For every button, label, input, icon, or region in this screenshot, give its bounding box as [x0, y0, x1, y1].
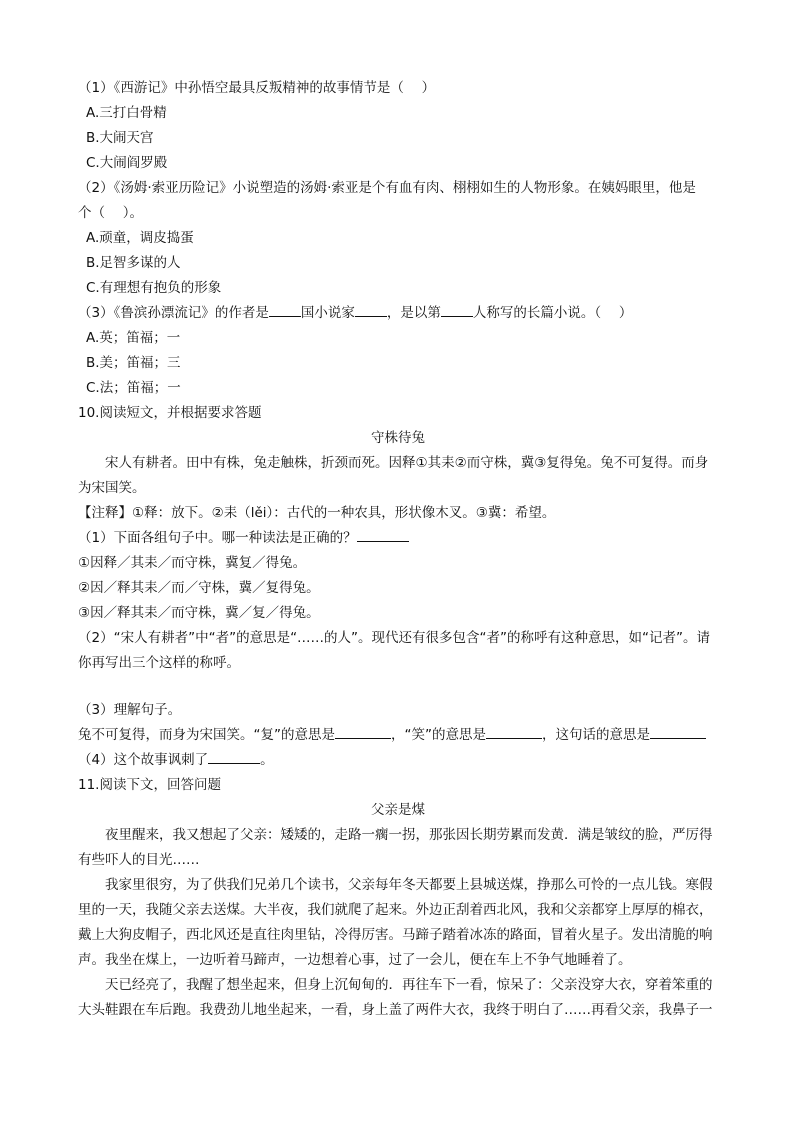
- q10-s3-part-b: ，“笑”的意思是: [391, 727, 486, 743]
- q10-s1-option-3: ③因／释其耒／而守株，冀／复／得兔。: [78, 605, 320, 621]
- q10-s1-option-1: ①因释／其耒／而守株，冀复／得兔。: [78, 555, 307, 571]
- q10-heading: 10.阅读短文，并根据要求答题: [78, 405, 262, 421]
- q9-2-option-c: C.有理想有抱负的形象: [86, 280, 222, 296]
- q9-2-option-a: A.顽童，调皮捣蛋: [86, 230, 194, 246]
- answer-blank[interactable]: [355, 302, 387, 317]
- q10-s3-stem: （3）理解句子。: [78, 702, 182, 718]
- q9-2-stem-line2: 个（ ）。: [78, 205, 144, 221]
- q9-1-option-b: B.大闹天宫: [86, 130, 154, 146]
- answer-blank[interactable]: [208, 749, 260, 764]
- q10-note: 【注释】①释：放下。②耒（lěi）：古代的一种农具，形状像木叉。③冀：希望。: [78, 505, 556, 521]
- q10-s4-part-b: 。: [260, 752, 274, 768]
- q9-3-stem: [78, 301, 718, 326]
- q10-s4-line: [78, 748, 718, 773]
- q11-heading: 11.阅读下文，回答问题: [78, 777, 221, 793]
- answer-blank[interactable]: [357, 527, 409, 542]
- q11-title: 父亲是煤: [371, 802, 425, 818]
- q10-s4-part-a: （4）这个故事讽刺了: [78, 752, 209, 768]
- q10-s2: （2）“宋人有耕者”中“者”的意思是“……的人”。现代还有很多包含“者”的称呼有这种意思，如“记者”。请你再写出三个这样的称呼。: [78, 630, 711, 671]
- q11-paragraph-3: 天已经亮了，我醒了想坐起来，但身上沉甸甸的．再往车下一看，惊呆了：父亲没穿大衣，穿着笨重的大头鞋跟在车后跑。我费劲儿地坐起来，一看，身上盖了两件大衣，我终于明白了……再看父亲，我鼻子一: [78, 977, 713, 1018]
- q9-3-stem-part4: 人称写的长篇小说。（ ）: [472, 305, 633, 321]
- q9-3-stem-part1: （3）《鲁滨孙漂流记》的作者是: [78, 305, 269, 321]
- answer-blank[interactable]: [441, 302, 473, 317]
- q9-1-option-c: C.大闹阎罗殿: [86, 155, 168, 171]
- answer-blank[interactable]: [650, 724, 706, 739]
- q10-s3-part-a: 兔不可复得，而身为宋国笑。“复”的意思是: [78, 727, 335, 743]
- q10-s1-stem: （1）下面各组句子中。哪一种读法是正确的？: [78, 530, 357, 546]
- q9-3-stem-part2: 国小说家: [300, 305, 355, 321]
- answer-blank[interactable]: [335, 724, 391, 739]
- q9-3-stem-part3: ，是以第: [386, 305, 441, 321]
- q11-paragraph-2: 我家里很穷，为了供我们兄弟几个读书，父亲每年冬天都要上县城送煤，挣那么可怜的一点儿钱。寒假里的一天，我随父亲去送煤。大半夜，我们就爬了起来。外边正刮着西北风，我和父亲都穿上厚厚的棉衣，戴上大狗皮帽子，西北风还是直往肉里钻，冷得厉害。马蹄子踏着冰冻的路面，冒着火星子。发出清脆的响声。我坐在煤上，一边听着马蹄声，一边想着心事，过了一会儿，便在车上不争气地睡着了。: [78, 877, 713, 968]
- answer-blank[interactable]: [269, 302, 301, 317]
- q9-3-option-b: B.美；笛福；三: [86, 355, 181, 371]
- q10-passage: 宋人有耕者。田中有株，兔走触株，折颈而死。因释①其耒②而守株，冀③复得兔。兔不可复得。而身为宋国笑。: [78, 455, 709, 496]
- q10-s1-stem-line: [78, 526, 718, 551]
- q10-s3-line: [78, 723, 718, 748]
- q9-2-stem-line1: （2）《汤姆·索亚历险记》小说塑造的汤姆·索亚是个有血有肉、栩栩如生的人物形象。在姨妈眼里，他是: [78, 180, 696, 196]
- q9-3-option-a: A.英；笛福；一: [86, 330, 181, 346]
- q9-1-stem: （1）《西游记》中孙悟空最具反叛精神的故事情节是（ ）: [78, 80, 436, 96]
- q9-1-option-a: A.三打白骨精: [86, 105, 167, 121]
- q10-s3-part-c: ，这句话的意思是: [542, 727, 650, 743]
- q9-2-option-b: B.足智多谋的人: [86, 255, 181, 271]
- q10-title: 守株待兔: [371, 430, 425, 446]
- q9-3-option-c: C.法；笛福；一: [86, 380, 181, 396]
- answer-blank[interactable]: [486, 724, 542, 739]
- page-content: [78, 76, 718, 1023]
- q10-s1-option-2: ②因／释其耒／而／守株，冀／复得兔。: [78, 580, 320, 596]
- answer-space[interactable]: [78, 676, 718, 698]
- q11-paragraph-1: 夜里醒来，我又想起了父亲：矮矮的，走路一瘸一拐，那张因长期劳累而发黄．满是皱纹的脸，严厉得有些吓人的目光……: [78, 827, 713, 868]
